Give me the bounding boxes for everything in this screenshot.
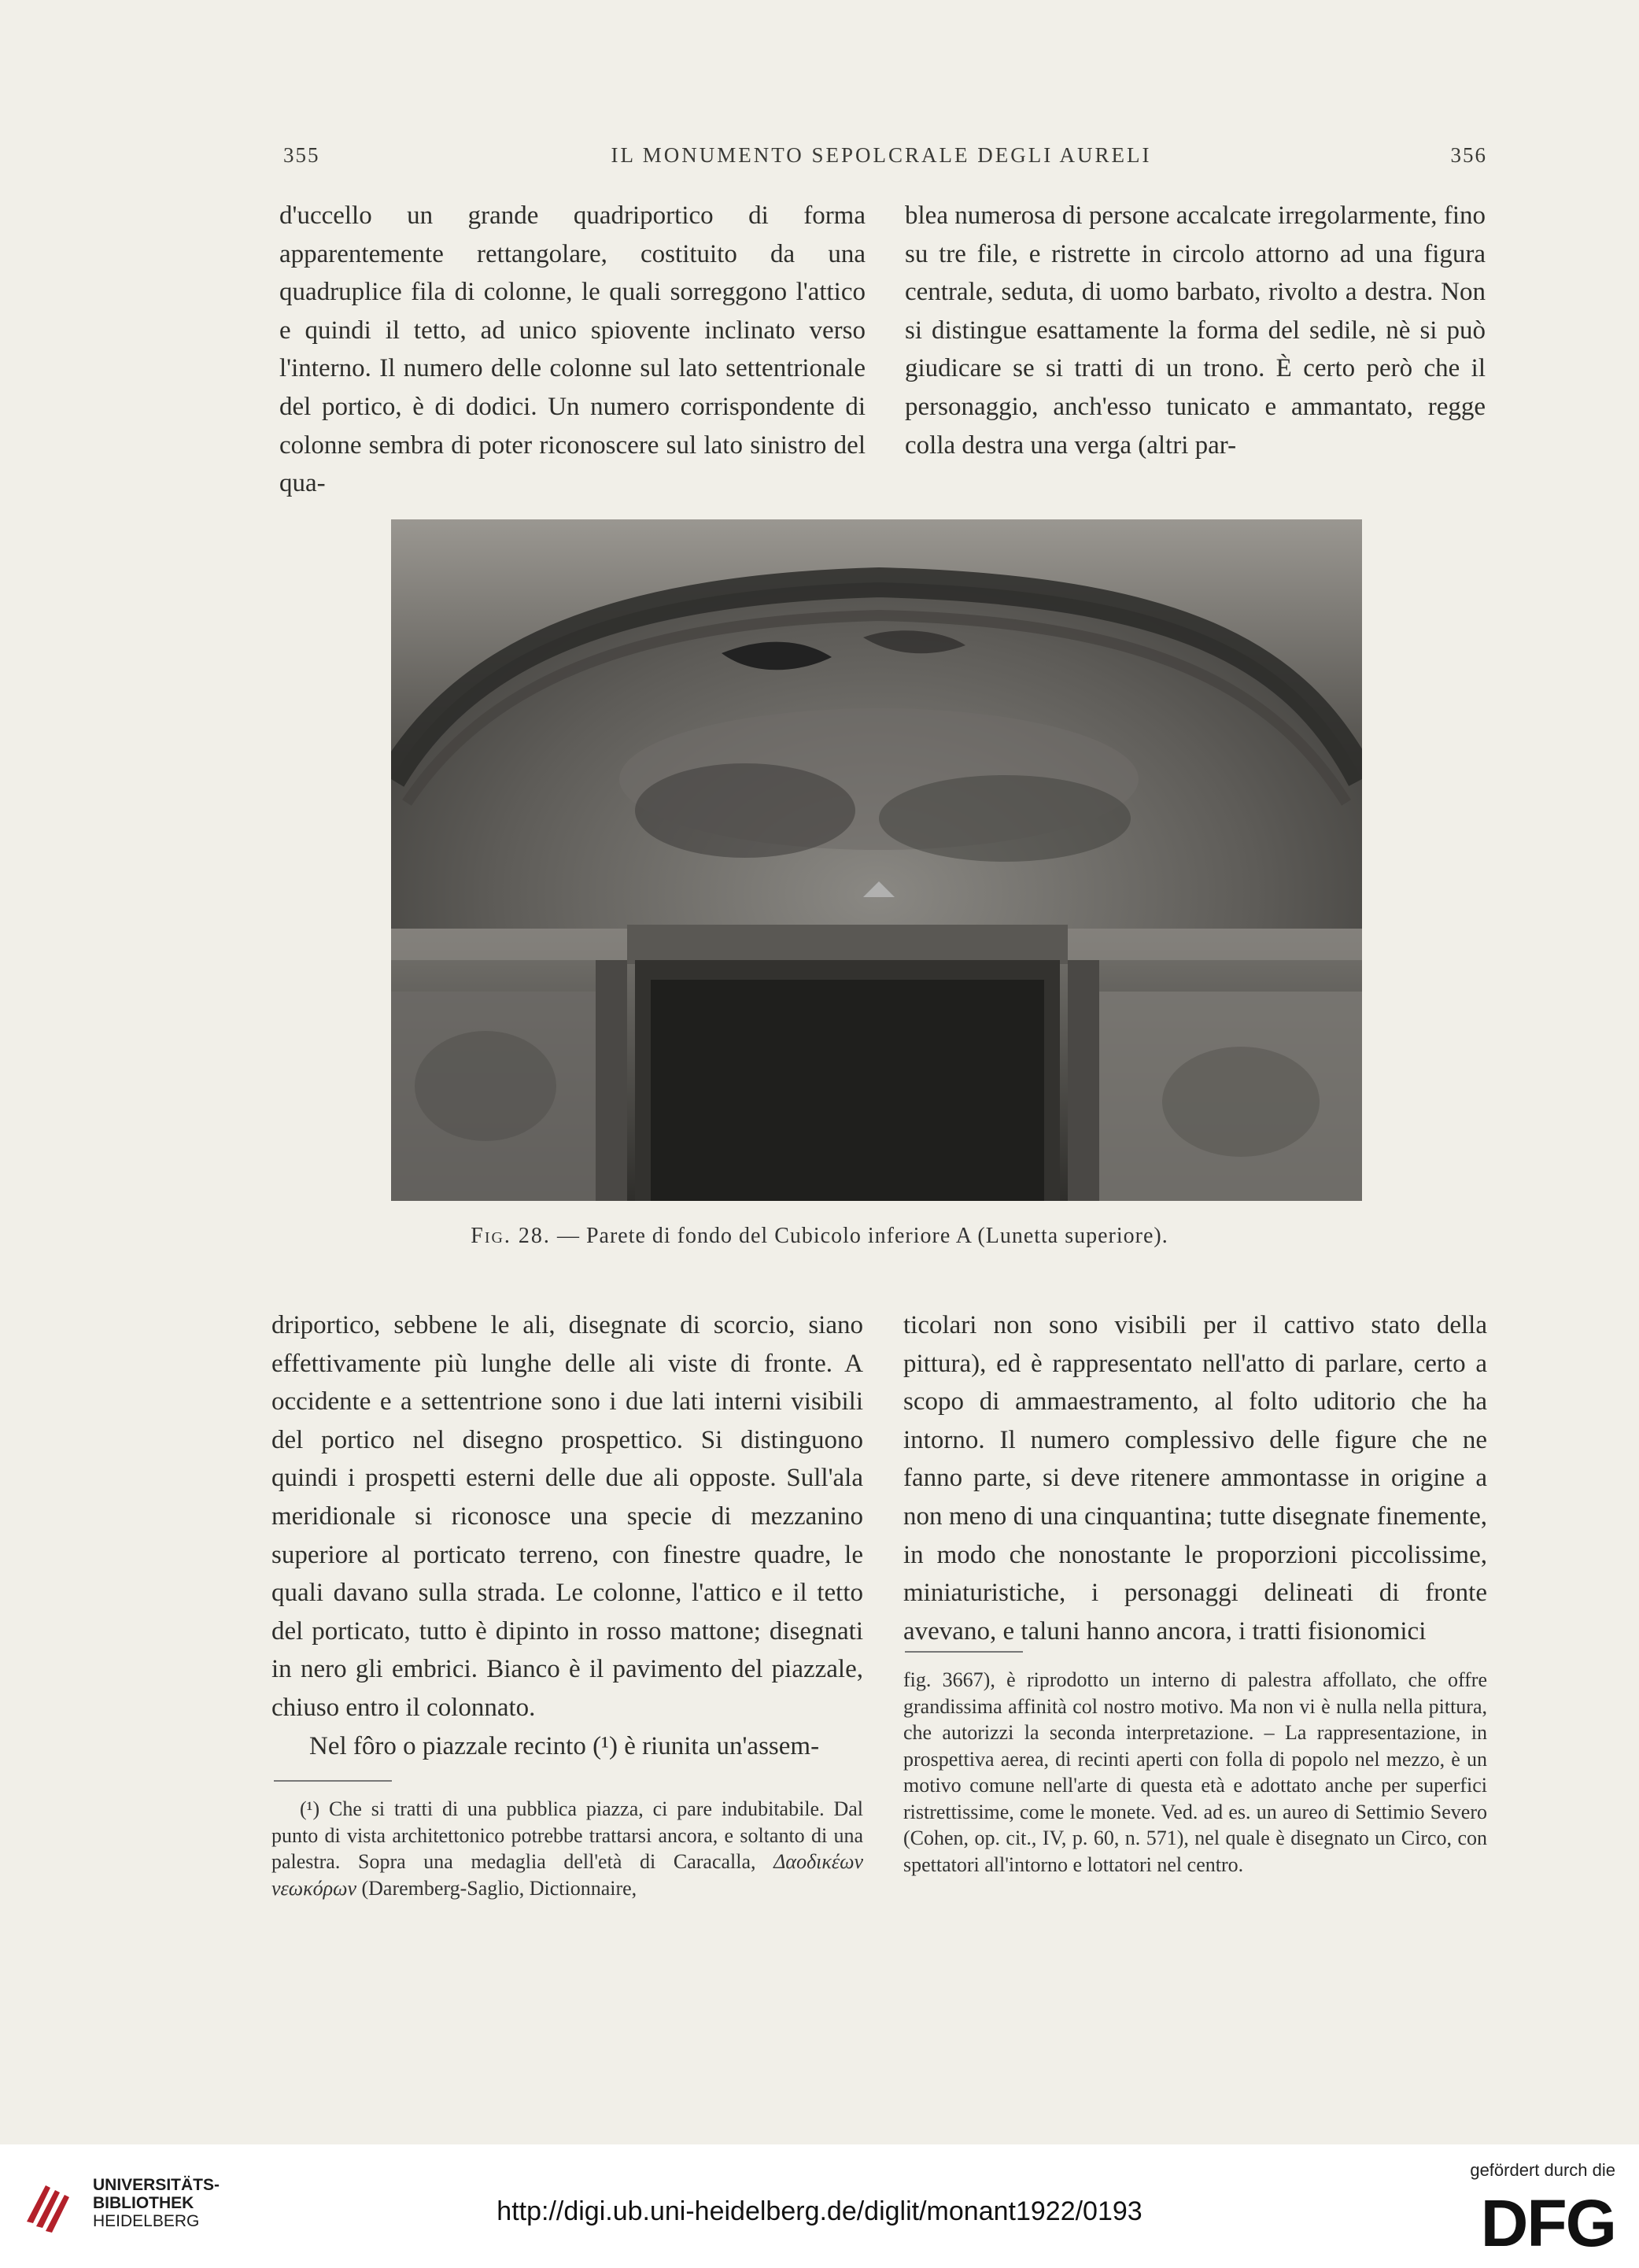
footnote-paragraph xyxy=(271,1796,863,1901)
dfg-logo: DFG xyxy=(1480,2186,1615,2260)
library-name-line: HEIDELBERG xyxy=(93,2212,200,2230)
paragraph: Nel fôro o piazzale recinto (¹) è riunita un'assem- xyxy=(309,1731,820,1760)
text-column-left-top xyxy=(279,197,866,503)
figure-caption-text: — Parete di fondo del Cubicolo inferiore A (Lunetta superiore). xyxy=(556,1224,1168,1248)
footnote-divider xyxy=(905,1651,1023,1653)
paragraph: driportico, sebbene le ali, disegnate di scorcio, siano effettivamente più lunghe delle ali viste di fronte. A occidente e a settentrione sono i due lati interni visibili del portico nel disegno prospettico. Si distinguono quindi i prospetti esterni delle due ali opposte. Sull'ala meridionale si riconosce una specie di mezzanino superiore al porticato terreno, con finestre quadre, le quali davano sulla strada. Le colonne, l'attico e il tetto del porticato, tutto è dipinto in rosso mattone; disegnati in nero gli embrici. Bianco è il pavimento del piazzale, chiuso entro il colonnato. xyxy=(271,1311,863,1722)
footnote-greek-text: Δαοδικέων νεωκόρων xyxy=(271,1850,863,1900)
footnote-right xyxy=(903,1667,1487,1878)
library-name-line: UNIVERSITÄTS- xyxy=(93,2176,220,2194)
figure-label: Fig. 28. xyxy=(471,1224,551,1248)
library-name-line: BIBLIOTHEK xyxy=(93,2194,194,2212)
funder-text: gefördert durch die xyxy=(1470,2160,1615,2180)
running-head xyxy=(275,143,1487,175)
footnote-text: (¹) Che si tratti di una pubblica piazza, ci pare indubitabile. Dal punto di vista architettonico potrebbe trattarsi ancora, e soltanto di una palestra. Sopra una medaglia dell'età di Caracalla, xyxy=(271,1797,863,1873)
page-number-left: 355 xyxy=(283,143,320,167)
figure-caption xyxy=(0,1224,1639,1249)
page-number-right: 356 xyxy=(1450,143,1487,167)
footnote-left xyxy=(271,1796,863,1901)
footnote-divider xyxy=(274,1780,392,1782)
figure-photograph xyxy=(391,519,1362,1201)
running-title: IL MONUMENTO SEPOLCRALE DEGLI AURELI xyxy=(611,143,1152,167)
footnote-text: (Daremberg-Saglio, Dictionnaire, xyxy=(361,1876,637,1900)
source-url-link[interactable]: http://digi.ub.uni-heidelberg.de/diglit/monant1922/0193 xyxy=(496,2196,1143,2226)
text-column-left-bottom xyxy=(271,1306,863,1765)
text-column-right-bottom xyxy=(903,1306,1487,1650)
paragraph: blea numerosa di persone accalcate irregolarmente, fino su tre file, e ristrette in circolo attorno ad una figura centrale, seduta, di uomo barbato, rivolto a destra. Non si distingue esattamente la forma del sedile, nè si può giudicare se si tratti di un trono. È certo però che il personaggio, anch'esso tunicato e ammantato, regge colla destra una verga (altri par- xyxy=(905,201,1486,460)
footnote-paragraph: fig. 3667), è riprodotto un interno di palestra affollato, che offre grandissima affinità col nostro motivo. Ma non vi è nulla nella pittura, che autorizzi la seconda interpretazione. – La rappresentazione, in prospettiva aerea, di recinti aperti con folla di popolo nel mezzo, è un motivo comune nell'arte di questa età e adottato anche per superfici ristrettissime, come le monete. Ved. ad es. un aureo di Settimio Severo (Cohen, op. cit., IV, p. 60, n. 571), nel quale è disegnato un Circo, con spettatori all'intorno e lottatori nel centro. xyxy=(903,1668,1487,1876)
text-column-right-top xyxy=(905,197,1486,464)
digitization-footer xyxy=(0,2144,1639,2268)
paragraph: d'uccello un grande quadriportico di forma apparentemente rettangolare, costituito da una quadruplice fila di colonne, le quali sorreggono l'attico e quindi il tetto, ad unico spiovente inclinato verso l'interno. Il numero delle colonne sul lato settentrionale del portico, è di dodici. Un numero corrispondente di colonne sembra di poter riconoscere sul lato sinistro del qua- xyxy=(279,201,866,498)
paragraph: ticolari non sono visibili per il cattivo stato della pittura), ed è rappresentato nell'atto di parlare, certo a scopo di ammaestramento, al folto uditorio che ha intorno. Il numero complessivo delle figure che ne fanno parte, si deve ritenere ammontasse in origine a non meno di una cinquantina; tutte disegnate finemente, in modo che nonostante le proporzioni piccolissime, miniaturistiche, i personaggi delineati di fronte avevano, e taluni hanno ancora, i tratti fisionomici xyxy=(903,1311,1487,1646)
fresco-lunette-photo xyxy=(391,519,1362,1201)
